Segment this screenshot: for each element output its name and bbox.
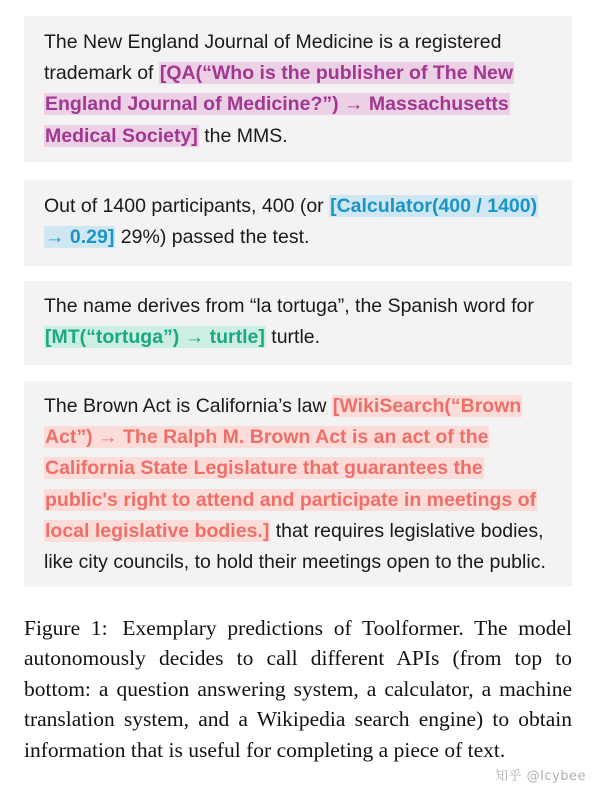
example-qa-panel	[24, 16, 572, 162]
example-calculator-post-text: 29%) passed the test.	[115, 226, 310, 249]
example-qa-post-text: the MMS.	[198, 124, 288, 147]
example-wikisearch-panel	[24, 381, 572, 587]
watermark: 知乎 @Icybee	[494, 769, 586, 784]
example-calculator-panel	[24, 180, 572, 266]
example-mt-panel	[24, 281, 572, 365]
example-calculator-api-call: [Calculator(400 / 1400) → 0.29]	[45, 195, 538, 249]
figure-caption-text: Exemplary predictions of Toolformer. The model autonomously decides to call different APIs (from top to bottom: a question answering system, a calculator, a machine translation system, and a Wikipedia search engine) to obtain information that is useful for completing a piece of text.	[24, 616, 573, 762]
example-wikisearch-post-text: that requires legislative bodies, like city councils, to hold their meetings open to the public.	[44, 519, 546, 574]
example-mt-post-text: turtle.	[265, 326, 321, 349]
example-mt-api-call: [MT(“tortuga”) → turtle]	[45, 326, 265, 349]
figure-caption	[24, 613, 572, 765]
figure-label: Figure 1:	[24, 616, 108, 640]
example-wikisearch-api-call: [WikiSearch(“Brown Act”) → The Ralph M. Brown Act is an act of the California State Legislature that guarantees the public's right to attend and participate in meetings of local legislative bodies.]	[45, 395, 537, 542]
example-qa-api-call: [QA(“Who is the publisher of The New England Journal of Medicine?”) → Massachusetts Medical Society]	[45, 62, 514, 147]
example-mt-pre-text: The name derives from “la tortuga”, the Spanish word for	[44, 295, 534, 317]
example-qa-pre-text: The New England Journal of Medicine is a registered trademark of	[44, 31, 502, 85]
example-wikisearch-pre-text: The Brown Act is California’s law	[44, 395, 332, 417]
example-calculator-pre-text: Out of 1400 participants, 400 (or	[44, 195, 330, 217]
